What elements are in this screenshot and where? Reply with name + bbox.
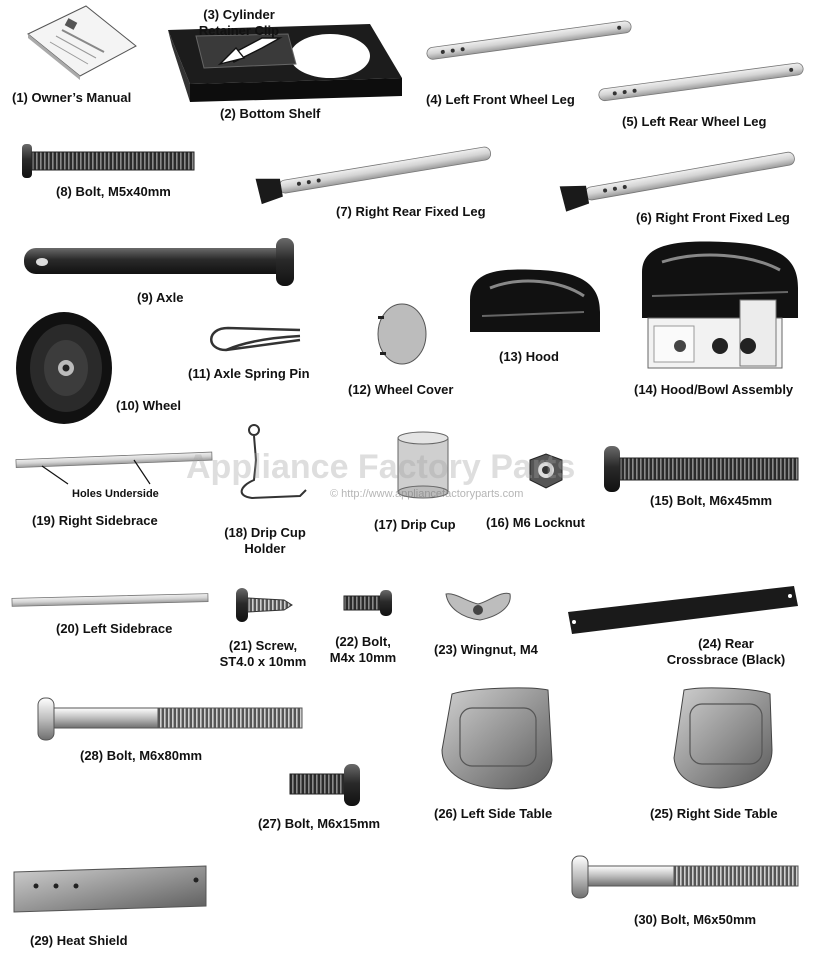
part-label-16: (16) M6 Locknut <box>486 515 585 530</box>
part-label-20: (20) Left Sidebrace <box>56 621 173 636</box>
wheel-icon <box>16 312 112 424</box>
part-label-21-line2: ST4.0 x 10mm <box>219 654 307 669</box>
left-front-wheel-leg-icon <box>426 20 632 60</box>
part-label-19: (19) Right Sidebrace <box>32 513 158 528</box>
part-label-23: (23) Wingnut, M4 <box>434 642 538 657</box>
part-label-15: (15) Bolt, M6x45mm <box>650 493 773 508</box>
part-label-7: (7) Right Rear Fixed Leg <box>336 204 486 219</box>
left-side-table-icon <box>442 688 552 789</box>
part-label-9: (9) Axle <box>137 290 184 305</box>
left-sidebrace-icon <box>12 594 208 607</box>
wheel-cover-icon <box>378 304 426 364</box>
bolt-m6x15-icon <box>290 764 360 806</box>
part-label-27: (27) Bolt, M6x15mm <box>258 816 381 831</box>
bolt-m5x40-icon <box>22 144 194 178</box>
heat-shield-icon <box>14 866 206 912</box>
owners-manual-icon <box>28 6 136 80</box>
part-label-5: (5) Left Rear Wheel Leg <box>622 114 767 129</box>
part-label-18-line1: (18) Drip Cup <box>224 525 306 540</box>
right-front-fixed-leg-icon <box>560 145 797 212</box>
hood-bowl-assembly-icon <box>642 242 798 368</box>
part-label-24-line2: Crossbrace (Black) <box>666 652 786 667</box>
part-label-22-line1: (22) Bolt, <box>335 634 391 649</box>
wingnut-m4-icon <box>446 593 510 620</box>
part-label-14: (14) Hood/Bowl Assembly <box>634 382 794 397</box>
part-label-10: (10) Wheel <box>116 398 182 413</box>
part-label-4: (4) Left Front Wheel Leg <box>426 92 575 107</box>
part-label-3-line1: (3) Cylinder <box>203 7 275 22</box>
watermark-brand: Appliance Factory Parts <box>186 448 576 486</box>
part-label-13: (13) Hood <box>499 349 559 364</box>
part-label-25: (25) Right Side Table <box>650 806 778 821</box>
screw-st4-icon <box>236 588 292 622</box>
part-label-28: (28) Bolt, M6x80mm <box>80 748 203 763</box>
part-label-11: (11) Axle Spring Pin <box>188 366 310 381</box>
part-label-18-line2: Holder <box>244 541 286 556</box>
right-rear-fixed-leg-icon <box>256 140 493 204</box>
holes-underside-note: Holes Underside <box>72 488 159 500</box>
rear-crossbrace-icon <box>568 586 798 634</box>
bolt-m6x50-icon <box>572 856 798 898</box>
part-label-21 <box>208 638 318 670</box>
part-label-26: (26) Left Side Table <box>434 806 553 821</box>
left-rear-wheel-leg-icon <box>598 62 804 101</box>
part-label-3-line2: Retainer Clip <box>198 23 280 38</box>
bolt-m6x45-icon <box>604 446 798 492</box>
part-label-17: (17) Drip Cup <box>374 517 456 532</box>
part-label-3 <box>184 7 294 39</box>
part-label-2: (2) Bottom Shelf <box>220 106 321 121</box>
part-label-8: (8) Bolt, M5x40mm <box>56 184 171 199</box>
watermark-url: © http://www.appliancefactoryparts.com <box>330 488 524 500</box>
part-label-24-line1: (24) Rear <box>698 636 754 651</box>
part-label-24 <box>656 636 796 668</box>
part-label-6: (6) Right Front Fixed Leg <box>636 210 790 225</box>
part-label-22 <box>318 634 408 666</box>
bolt-m4x10-icon <box>344 590 392 616</box>
part-label-22-line2: M4x 10mm <box>329 650 397 665</box>
axle-spring-pin-icon <box>211 328 300 350</box>
right-side-table-icon <box>674 688 772 788</box>
part-label-18 <box>210 525 320 557</box>
right-sidebrace-icon <box>16 452 212 468</box>
part-label-30: (30) Bolt, M6x50mm <box>634 912 757 927</box>
bolt-m6x80-icon <box>38 698 302 740</box>
axle-icon <box>24 238 294 286</box>
part-label-12: (12) Wheel Cover <box>348 382 454 397</box>
hood-icon <box>470 269 600 332</box>
part-label-21-line1: (21) Screw, <box>228 638 298 653</box>
part-label-1: (1) Owner’s Manual <box>12 90 132 105</box>
part-label-29: (29) Heat Shield <box>30 933 128 948</box>
